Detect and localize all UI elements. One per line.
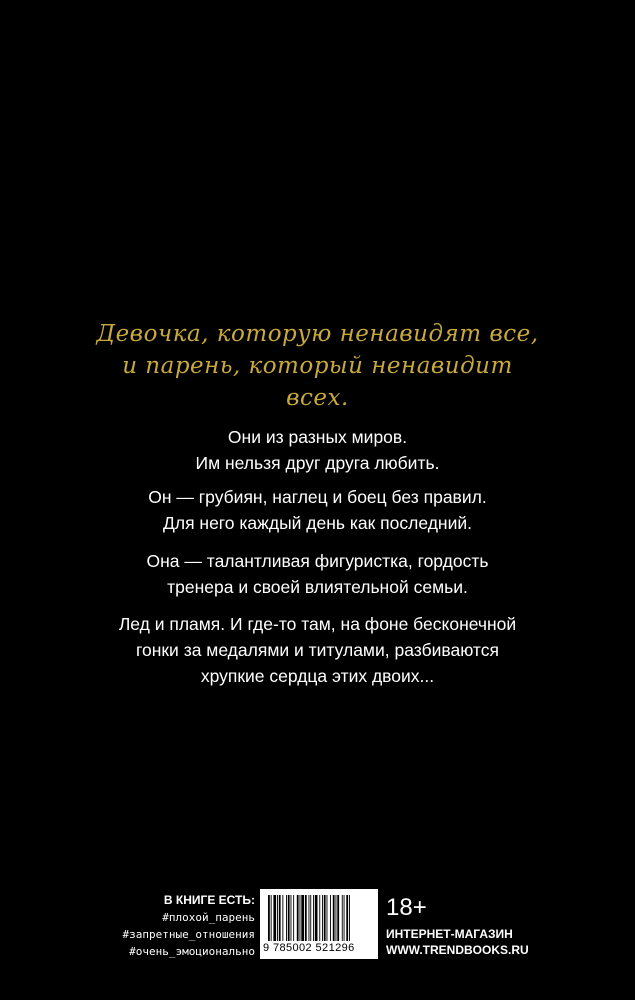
blurb-line: Он — грубиян, наглец и боец без правил. — [148, 487, 487, 507]
blurb-line: Они из разных миров. — [227, 427, 408, 447]
in-book-tags — [123, 892, 255, 960]
blurb-paragraph-1 — [0, 424, 635, 476]
barcode-bars — [268, 895, 372, 941]
isbn-number: 9 785002 521296 — [263, 942, 355, 954]
isbn-barcode — [260, 889, 378, 959]
blurb-line: гонки за медалями и титулами, разбиваются — [136, 640, 499, 660]
blurb-line: тренера и своей влиятельной семьи. — [167, 577, 468, 597]
blurb-line: Она — талантливая фигуристка, гордость — [146, 551, 489, 571]
tagline-line: всех. — [286, 385, 349, 411]
tagline — [0, 318, 635, 414]
blurb-paragraph-2 — [0, 484, 635, 536]
blurb-line: Лед и пламя. И где-то там, на фоне бесконечной — [118, 614, 517, 634]
tagline-line: Девочка, которую ненавидят все, — [96, 321, 539, 347]
blurb-paragraph-3 — [0, 548, 635, 600]
tagline-line: и парень, который ненавидит — [122, 353, 513, 379]
hashtag: #запретные_отношения — [122, 928, 255, 941]
online-shop — [386, 926, 529, 958]
in-book-heading: В КНИГЕ ЕСТЬ: — [163, 893, 255, 907]
hashtag: #очень_эмоционально — [129, 945, 255, 958]
shop-label: ИНТЕРНЕТ-МАГАЗИН — [386, 927, 513, 941]
shop-url[interactable]: WWW.TRENDBOOKS.RU — [386, 943, 529, 957]
age-rating-badge: 18+ — [386, 894, 427, 921]
blurb-line: хрупкие сердца этих двоих... — [200, 666, 435, 686]
hashtag: #плохой_парень — [162, 911, 255, 924]
blurb-line: Для него каждый день как последний. — [163, 513, 472, 533]
blurb-paragraph-4 — [0, 611, 635, 689]
blurb-line: Им нельзя друг друга любить. — [195, 453, 440, 473]
